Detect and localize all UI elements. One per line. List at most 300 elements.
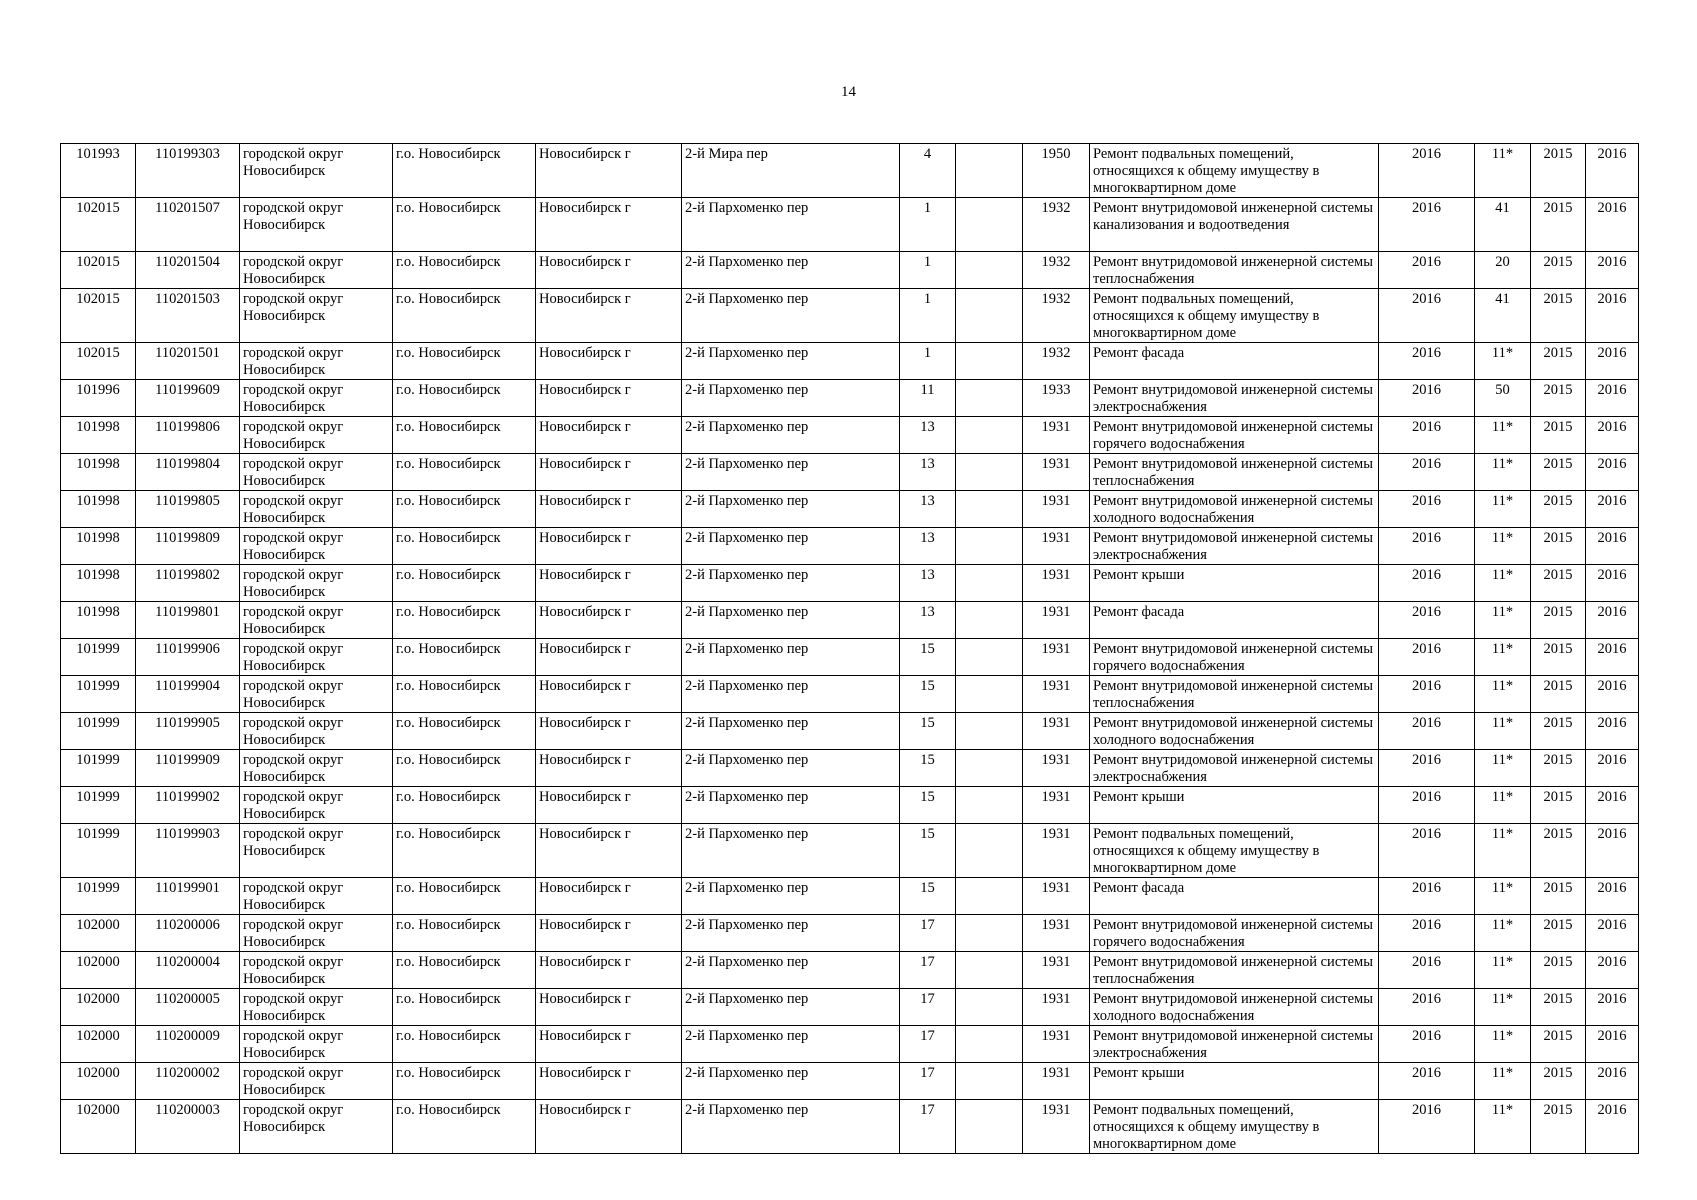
row-id-cell: 101999	[61, 639, 136, 676]
street-cell: 2-й Пархоменко пер	[682, 787, 900, 824]
locality-cell: Новосибирск г	[536, 417, 682, 454]
municipality-cell: городской округ Новосибирск	[240, 343, 393, 380]
table-row	[61, 1100, 1639, 1154]
building-cell	[956, 1063, 1023, 1100]
building-cell	[956, 144, 1023, 198]
work-type-cell: Ремонт подвальных помещений, относящихся к общему имуществу в многоквартирном доме	[1090, 289, 1379, 343]
row-id-cell: 102000	[61, 989, 136, 1026]
table-row	[61, 915, 1639, 952]
year-built-cell: 1931	[1023, 565, 1090, 602]
table-row	[61, 824, 1639, 878]
reason-code-cell: 11*	[1475, 952, 1531, 989]
row-id-cell: 101998	[61, 602, 136, 639]
reason-code-cell: 11*	[1475, 454, 1531, 491]
municipality-cell: городской округ Новосибирск	[240, 915, 393, 952]
object-code-cell: 110199901	[136, 878, 240, 915]
municipality-cell: городской округ Новосибирск	[240, 289, 393, 343]
work-type-cell: Ремонт подвальных помещений, относящихся к общему имуществу в многоквартирном доме	[1090, 1100, 1379, 1154]
street-cell: 2-й Пархоменко пер	[682, 713, 900, 750]
municipality-cell: городской округ Новосибирск	[240, 602, 393, 639]
district-cell: г.о. Новосибирск	[393, 750, 536, 787]
district-cell: г.о. Новосибирск	[393, 380, 536, 417]
end-year-cell: 2016	[1586, 565, 1639, 602]
district-cell: г.о. Новосибирск	[393, 252, 536, 289]
district-cell: г.о. Новосибирск	[393, 787, 536, 824]
street-cell: 2-й Пархоменко пер	[682, 952, 900, 989]
house-number-cell: 1	[900, 198, 956, 252]
building-cell	[956, 417, 1023, 454]
district-cell: г.о. Новосибирск	[393, 952, 536, 989]
municipality-cell: городской округ Новосибирск	[240, 198, 393, 252]
start-year-cell: 2015	[1531, 380, 1586, 417]
year-built-cell: 1931	[1023, 878, 1090, 915]
house-number-cell: 13	[900, 528, 956, 565]
start-year-cell: 2015	[1531, 1026, 1586, 1063]
table-row	[61, 144, 1639, 198]
reason-code-cell: 11*	[1475, 989, 1531, 1026]
year-built-cell: 1931	[1023, 454, 1090, 491]
district-cell: г.о. Новосибирск	[393, 454, 536, 491]
work-type-cell: Ремонт подвальных помещений, относящихся к общему имуществу в многоквартирном доме	[1090, 824, 1379, 878]
table-row	[61, 252, 1639, 289]
house-number-cell: 15	[900, 750, 956, 787]
table-row	[61, 878, 1639, 915]
row-id-cell: 102000	[61, 1063, 136, 1100]
table-row	[61, 750, 1639, 787]
street-cell: 2-й Пархоменко пер	[682, 878, 900, 915]
object-code-cell: 110199801	[136, 602, 240, 639]
district-cell: г.о. Новосибирск	[393, 417, 536, 454]
municipality-cell: городской округ Новосибирск	[240, 952, 393, 989]
start-year-cell: 2015	[1531, 491, 1586, 528]
reason-code-cell: 11*	[1475, 144, 1531, 198]
district-cell: г.о. Новосибирск	[393, 602, 536, 639]
row-id-cell: 102000	[61, 1026, 136, 1063]
row-id-cell: 102015	[61, 252, 136, 289]
table-row	[61, 491, 1639, 528]
reason-code-cell: 41	[1475, 198, 1531, 252]
end-year-cell: 2016	[1586, 417, 1639, 454]
plan-year-cell: 2016	[1379, 289, 1475, 343]
district-cell: г.о. Новосибирск	[393, 1100, 536, 1154]
row-id-cell: 101998	[61, 417, 136, 454]
end-year-cell: 2016	[1586, 952, 1639, 989]
work-type-cell: Ремонт внутридомовой инженерной системы теплоснабжения	[1090, 454, 1379, 491]
work-type-cell: Ремонт внутридомовой инженерной системы электроснабжения	[1090, 528, 1379, 565]
reason-code-cell: 11*	[1475, 713, 1531, 750]
end-year-cell: 2016	[1586, 252, 1639, 289]
street-cell: 2-й Пархоменко пер	[682, 343, 900, 380]
table-row	[61, 713, 1639, 750]
building-cell	[956, 454, 1023, 491]
plan-year-cell: 2016	[1379, 144, 1475, 198]
plan-year-cell: 2016	[1379, 676, 1475, 713]
locality-cell: Новосибирск г	[536, 528, 682, 565]
object-code-cell: 110200009	[136, 1026, 240, 1063]
plan-year-cell: 2016	[1379, 713, 1475, 750]
year-built-cell: 1931	[1023, 750, 1090, 787]
municipality-cell: городской округ Новосибирск	[240, 454, 393, 491]
reason-code-cell: 11*	[1475, 878, 1531, 915]
locality-cell: Новосибирск г	[536, 602, 682, 639]
object-code-cell: 110199609	[136, 380, 240, 417]
locality-cell: Новосибирск г	[536, 713, 682, 750]
table-row	[61, 417, 1639, 454]
house-number-cell: 13	[900, 454, 956, 491]
work-type-cell: Ремонт крыши	[1090, 565, 1379, 602]
locality-cell: Новосибирск г	[536, 380, 682, 417]
street-cell: 2-й Пархоменко пер	[682, 915, 900, 952]
street-cell: 2-й Пархоменко пер	[682, 417, 900, 454]
street-cell: 2-й Пархоменко пер	[682, 565, 900, 602]
start-year-cell: 2015	[1531, 1100, 1586, 1154]
plan-year-cell: 2016	[1379, 565, 1475, 602]
building-cell	[956, 915, 1023, 952]
locality-cell: Новосибирск г	[536, 289, 682, 343]
municipality-cell: городской округ Новосибирск	[240, 491, 393, 528]
house-number-cell: 15	[900, 713, 956, 750]
house-number-cell: 15	[900, 787, 956, 824]
street-cell: 2-й Пархоменко пер	[682, 602, 900, 639]
work-type-cell: Ремонт внутридомовой инженерной системы теплоснабжения	[1090, 676, 1379, 713]
table-row	[61, 289, 1639, 343]
year-built-cell: 1932	[1023, 198, 1090, 252]
page-number: 14	[841, 84, 856, 100]
end-year-cell: 2016	[1586, 639, 1639, 676]
street-cell: 2-й Пархоменко пер	[682, 989, 900, 1026]
plan-year-cell: 2016	[1379, 1026, 1475, 1063]
building-cell	[956, 750, 1023, 787]
municipality-cell: городской округ Новосибирск	[240, 878, 393, 915]
street-cell: 2-й Пархоменко пер	[682, 454, 900, 491]
object-code-cell: 110199805	[136, 491, 240, 528]
house-number-cell: 15	[900, 676, 956, 713]
row-id-cell: 101998	[61, 565, 136, 602]
reason-code-cell: 11*	[1475, 528, 1531, 565]
object-code-cell: 110199902	[136, 787, 240, 824]
work-type-cell: Ремонт фасада	[1090, 343, 1379, 380]
row-id-cell: 101998	[61, 528, 136, 565]
municipality-cell: городской округ Новосибирск	[240, 676, 393, 713]
start-year-cell: 2015	[1531, 824, 1586, 878]
house-number-cell: 1	[900, 343, 956, 380]
repair-schedule-table	[60, 143, 1639, 1154]
row-id-cell: 101998	[61, 491, 136, 528]
street-cell: 2-й Пархоменко пер	[682, 1100, 900, 1154]
table-row	[61, 1063, 1639, 1100]
building-cell	[956, 565, 1023, 602]
start-year-cell: 2015	[1531, 198, 1586, 252]
year-built-cell: 1931	[1023, 417, 1090, 454]
object-code-cell: 110199904	[136, 676, 240, 713]
year-built-cell: 1931	[1023, 952, 1090, 989]
work-type-cell: Ремонт внутридомовой инженерной системы холодного водоснабжения	[1090, 989, 1379, 1026]
year-built-cell: 1933	[1023, 380, 1090, 417]
street-cell: 2-й Пархоменко пер	[682, 1026, 900, 1063]
work-type-cell: Ремонт внутридомовой инженерной системы теплоснабжения	[1090, 252, 1379, 289]
table-row	[61, 528, 1639, 565]
locality-cell: Новосибирск г	[536, 144, 682, 198]
table-row	[61, 989, 1639, 1026]
reason-code-cell: 11*	[1475, 417, 1531, 454]
locality-cell: Новосибирск г	[536, 252, 682, 289]
street-cell: 2-й Пархоменко пер	[682, 198, 900, 252]
locality-cell: Новосибирск г	[536, 824, 682, 878]
year-built-cell: 1931	[1023, 989, 1090, 1026]
plan-year-cell: 2016	[1379, 1063, 1475, 1100]
work-type-cell: Ремонт внутридомовой инженерной системы электроснабжения	[1090, 1026, 1379, 1063]
work-type-cell: Ремонт фасада	[1090, 878, 1379, 915]
reason-code-cell: 41	[1475, 289, 1531, 343]
street-cell: 2-й Пархоменко пер	[682, 528, 900, 565]
table-row	[61, 565, 1639, 602]
district-cell: г.о. Новосибирск	[393, 1026, 536, 1063]
municipality-cell: городской округ Новосибирск	[240, 144, 393, 198]
district-cell: г.о. Новосибирск	[393, 343, 536, 380]
plan-year-cell: 2016	[1379, 878, 1475, 915]
street-cell: 2-й Пархоменко пер	[682, 750, 900, 787]
municipality-cell: городской округ Новосибирск	[240, 989, 393, 1026]
locality-cell: Новосибирск г	[536, 343, 682, 380]
start-year-cell: 2015	[1531, 289, 1586, 343]
table-row	[61, 454, 1639, 491]
house-number-cell: 17	[900, 915, 956, 952]
start-year-cell: 2015	[1531, 989, 1586, 1026]
row-id-cell: 102000	[61, 952, 136, 989]
year-built-cell: 1932	[1023, 289, 1090, 343]
year-built-cell: 1931	[1023, 1100, 1090, 1154]
building-cell	[956, 713, 1023, 750]
reason-code-cell: 11*	[1475, 915, 1531, 952]
municipality-cell: городской округ Новосибирск	[240, 750, 393, 787]
plan-year-cell: 2016	[1379, 380, 1475, 417]
year-built-cell: 1931	[1023, 491, 1090, 528]
house-number-cell: 13	[900, 417, 956, 454]
reason-code-cell: 11*	[1475, 491, 1531, 528]
work-type-cell: Ремонт внутридомовой инженерной системы электроснабжения	[1090, 380, 1379, 417]
building-cell	[956, 491, 1023, 528]
end-year-cell: 2016	[1586, 1026, 1639, 1063]
year-built-cell: 1931	[1023, 787, 1090, 824]
house-number-cell: 17	[900, 952, 956, 989]
row-id-cell: 101993	[61, 144, 136, 198]
plan-year-cell: 2016	[1379, 1100, 1475, 1154]
district-cell: г.о. Новосибирск	[393, 491, 536, 528]
work-type-cell: Ремонт внутридомовой инженерной системы канализования и водоотведения	[1090, 198, 1379, 252]
work-type-cell: Ремонт внутридомовой инженерной системы холодного водоснабжения	[1090, 713, 1379, 750]
building-cell	[956, 289, 1023, 343]
start-year-cell: 2015	[1531, 454, 1586, 491]
municipality-cell: городской округ Новосибирск	[240, 528, 393, 565]
municipality-cell: городской округ Новосибирск	[240, 380, 393, 417]
plan-year-cell: 2016	[1379, 602, 1475, 639]
object-code-cell: 110200003	[136, 1100, 240, 1154]
end-year-cell: 2016	[1586, 198, 1639, 252]
locality-cell: Новосибирск г	[536, 1026, 682, 1063]
municipality-cell: городской округ Новосибирск	[240, 252, 393, 289]
end-year-cell: 2016	[1586, 144, 1639, 198]
year-built-cell: 1932	[1023, 343, 1090, 380]
district-cell: г.о. Новосибирск	[393, 289, 536, 343]
reason-code-cell: 11*	[1475, 602, 1531, 639]
start-year-cell: 2015	[1531, 639, 1586, 676]
object-code-cell: 110200005	[136, 989, 240, 1026]
object-code-cell: 110200006	[136, 915, 240, 952]
start-year-cell: 2015	[1531, 750, 1586, 787]
end-year-cell: 2016	[1586, 989, 1639, 1026]
year-built-cell: 1950	[1023, 144, 1090, 198]
building-cell	[956, 602, 1023, 639]
locality-cell: Новосибирск г	[536, 1100, 682, 1154]
row-id-cell: 102015	[61, 289, 136, 343]
work-type-cell: Ремонт внутридомовой инженерной системы горячего водоснабжения	[1090, 639, 1379, 676]
building-cell	[956, 824, 1023, 878]
end-year-cell: 2016	[1586, 454, 1639, 491]
plan-year-cell: 2016	[1379, 952, 1475, 989]
row-id-cell: 101999	[61, 676, 136, 713]
table-row	[61, 343, 1639, 380]
work-type-cell: Ремонт внутридомовой инженерной системы теплоснабжения	[1090, 952, 1379, 989]
reason-code-cell: 11*	[1475, 750, 1531, 787]
table-row	[61, 1026, 1639, 1063]
district-cell: г.о. Новосибирск	[393, 915, 536, 952]
house-number-cell: 1	[900, 252, 956, 289]
row-id-cell: 102000	[61, 915, 136, 952]
building-cell	[956, 639, 1023, 676]
start-year-cell: 2015	[1531, 878, 1586, 915]
locality-cell: Новосибирск г	[536, 878, 682, 915]
start-year-cell: 2015	[1531, 528, 1586, 565]
row-id-cell: 101999	[61, 824, 136, 878]
end-year-cell: 2016	[1586, 878, 1639, 915]
municipality-cell: городской округ Новосибирск	[240, 1026, 393, 1063]
street-cell: 2-й Пархоменко пер	[682, 639, 900, 676]
locality-cell: Новосибирск г	[536, 454, 682, 491]
row-id-cell: 101999	[61, 787, 136, 824]
start-year-cell: 2015	[1531, 952, 1586, 989]
plan-year-cell: 2016	[1379, 454, 1475, 491]
building-cell	[956, 198, 1023, 252]
work-type-cell: Ремонт внутридомовой инженерной системы холодного водоснабжения	[1090, 491, 1379, 528]
start-year-cell: 2015	[1531, 144, 1586, 198]
locality-cell: Новосибирск г	[536, 491, 682, 528]
municipality-cell: городской округ Новосибирск	[240, 1100, 393, 1154]
building-cell	[956, 676, 1023, 713]
plan-year-cell: 2016	[1379, 198, 1475, 252]
house-number-cell: 4	[900, 144, 956, 198]
object-code-cell: 110200002	[136, 1063, 240, 1100]
street-cell: 2-й Пархоменко пер	[682, 1063, 900, 1100]
street-cell: 2-й Пархоменко пер	[682, 491, 900, 528]
reason-code-cell: 11*	[1475, 824, 1531, 878]
building-cell	[956, 787, 1023, 824]
start-year-cell: 2015	[1531, 713, 1586, 750]
year-built-cell: 1931	[1023, 713, 1090, 750]
year-built-cell: 1932	[1023, 252, 1090, 289]
end-year-cell: 2016	[1586, 787, 1639, 824]
work-type-cell: Ремонт внутридомовой инженерной системы горячего водоснабжения	[1090, 915, 1379, 952]
end-year-cell: 2016	[1586, 676, 1639, 713]
locality-cell: Новосибирск г	[536, 915, 682, 952]
end-year-cell: 2016	[1586, 289, 1639, 343]
plan-year-cell: 2016	[1379, 915, 1475, 952]
row-id-cell: 102015	[61, 198, 136, 252]
start-year-cell: 2015	[1531, 252, 1586, 289]
object-code-cell: 110201503	[136, 289, 240, 343]
reason-code-cell: 11*	[1475, 787, 1531, 824]
building-cell	[956, 952, 1023, 989]
municipality-cell: городской округ Новосибирск	[240, 639, 393, 676]
year-built-cell: 1931	[1023, 676, 1090, 713]
locality-cell: Новосибирск г	[536, 952, 682, 989]
reason-code-cell: 50	[1475, 380, 1531, 417]
building-cell	[956, 989, 1023, 1026]
district-cell: г.о. Новосибирск	[393, 639, 536, 676]
start-year-cell: 2015	[1531, 1063, 1586, 1100]
year-built-cell: 1931	[1023, 602, 1090, 639]
reason-code-cell: 11*	[1475, 676, 1531, 713]
object-code-cell: 110199809	[136, 528, 240, 565]
object-code-cell: 110201501	[136, 343, 240, 380]
locality-cell: Новосибирск г	[536, 1063, 682, 1100]
house-number-cell: 15	[900, 824, 956, 878]
row-id-cell: 101999	[61, 750, 136, 787]
plan-year-cell: 2016	[1379, 491, 1475, 528]
house-number-cell: 17	[900, 1100, 956, 1154]
reason-code-cell: 11*	[1475, 343, 1531, 380]
table-row	[61, 380, 1639, 417]
table-row	[61, 676, 1639, 713]
house-number-cell: 15	[900, 878, 956, 915]
year-built-cell: 1931	[1023, 1063, 1090, 1100]
plan-year-cell: 2016	[1379, 343, 1475, 380]
municipality-cell: городской округ Новосибирск	[240, 565, 393, 602]
row-id-cell: 101998	[61, 454, 136, 491]
end-year-cell: 2016	[1586, 380, 1639, 417]
locality-cell: Новосибирск г	[536, 750, 682, 787]
house-number-cell: 11	[900, 380, 956, 417]
object-code-cell: 110199906	[136, 639, 240, 676]
plan-year-cell: 2016	[1379, 252, 1475, 289]
table-body	[61, 144, 1639, 1154]
reason-code-cell: 11*	[1475, 1063, 1531, 1100]
district-cell: г.о. Новосибирск	[393, 198, 536, 252]
district-cell: г.о. Новосибирск	[393, 1063, 536, 1100]
object-code-cell: 110199806	[136, 417, 240, 454]
end-year-cell: 2016	[1586, 343, 1639, 380]
end-year-cell: 2016	[1586, 1063, 1639, 1100]
building-cell	[956, 878, 1023, 915]
work-type-cell: Ремонт внутридомовой инженерной системы электроснабжения	[1090, 750, 1379, 787]
house-number-cell: 17	[900, 1063, 956, 1100]
plan-year-cell: 2016	[1379, 989, 1475, 1026]
reason-code-cell: 11*	[1475, 639, 1531, 676]
start-year-cell: 2015	[1531, 417, 1586, 454]
house-number-cell: 17	[900, 989, 956, 1026]
house-number-cell: 13	[900, 602, 956, 639]
plan-year-cell: 2016	[1379, 750, 1475, 787]
house-number-cell: 13	[900, 491, 956, 528]
object-code-cell: 110199802	[136, 565, 240, 602]
house-number-cell: 17	[900, 1026, 956, 1063]
object-code-cell: 110199303	[136, 144, 240, 198]
district-cell: г.о. Новосибирск	[393, 565, 536, 602]
street-cell: 2-й Пархоменко пер	[682, 380, 900, 417]
locality-cell: Новосибирск г	[536, 676, 682, 713]
building-cell	[956, 1100, 1023, 1154]
building-cell	[956, 343, 1023, 380]
end-year-cell: 2016	[1586, 1100, 1639, 1154]
